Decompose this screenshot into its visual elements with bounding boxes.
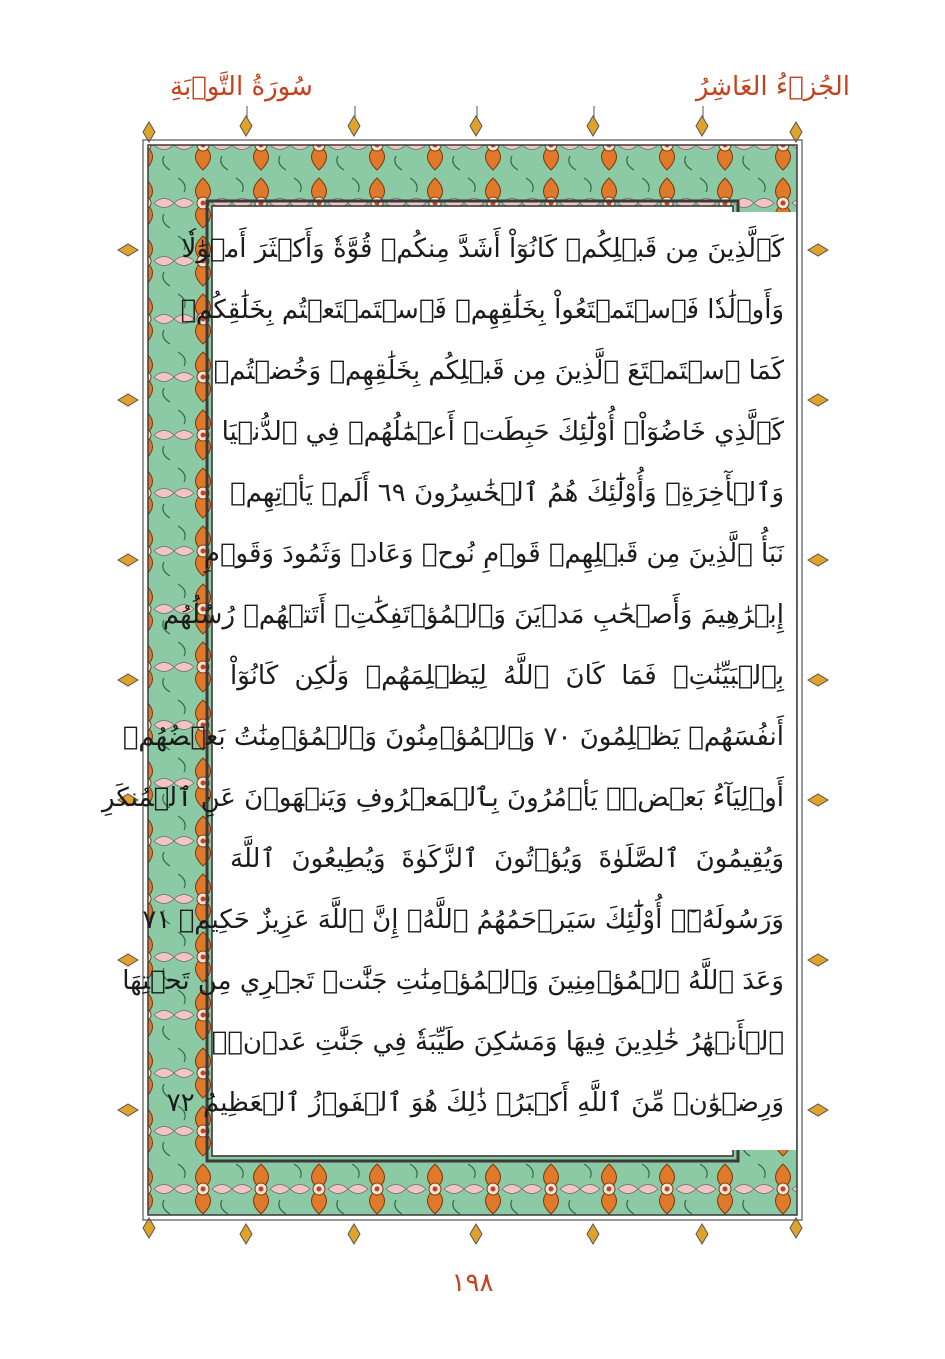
verse-line: وَأَوۡلَٰدٗا فَٱسۡتَمۡتَعُواْ بِخَلَٰقِهِمۡ فَٱسۡتَمۡتَعۡتُم بِخَلَٰقِكُمۡ [180, 295, 784, 325]
verse-line: وَرِضۡوَٰنٞ مِّنَ ٱللَّهِ أَكۡبَرُۚ ذَٰلِكَ هُوَ ٱلۡفَوۡزُ ٱلۡعَظِيمُ ٧٢ [166, 1088, 784, 1118]
verse-line: كَٱلَّذِينَ مِن قَبۡلِكُمۡ كَانُوٓاْ أَشَدَّ مِنكُمۡ قُوَّةٗ وَأَكۡثَرَ أَمۡوَٰلٗا [181, 234, 784, 264]
verse-line: وَرَسُولَهُۥٓۚ أُوْلَٰٓئِكَ سَيَرۡحَمُهُمُ ٱللَّهُۗ إِنَّ ٱللَّهَ عَزِيزٌ حَكِيمٞ ٧١ [142, 905, 784, 935]
verse-line: كَٱلَّذِي خَاضُوٓاْۚ أُوْلَٰٓئِكَ حَبِطَتۡ أَعۡمَٰلُهُمۡ فِي ٱلدُّنۡيَا [221, 417, 784, 447]
verse-line: ٱلۡأَنۡهَٰرُ خَٰلِدِينَ فِيهَا وَمَسَٰكِنَ طَيِّبَةٗ فِي جَنَّٰتِ عَدۡنٖۚ [211, 1027, 784, 1057]
verse-line: أَوۡلِيَآءُ بَعۡضٖۚ يَأۡمُرُونَ بِٱلۡمَعۡرُوفِ وَيَنۡهَوۡنَ عَنِ ٱلۡمُنكَرِ [101, 783, 784, 813]
juz-name-header: الجُزۡءُ العَاشِرُ [695, 72, 850, 102]
verse-line: كَمَا ٱسۡتَمۡتَعَ ٱلَّذِينَ مِن قَبۡلِكُم بِخَلَٰقِهِمۡ وَخُضۡتُمۡ [213, 356, 784, 386]
surah-name-header: سُورَةُ التَّوۡبَةِ [170, 72, 313, 102]
verse-line: أَنفُسَهُمۡ يَظۡلِمُونَ ٧٠ وَٱلۡمُؤۡمِنُونَ وَٱلۡمُؤۡمِنَٰتُ بَعۡضُهُمۡ [122, 722, 784, 752]
page-number: ١٩٨ [451, 1268, 494, 1298]
verse-line: وَٱلۡأٓخِرَةِۖ وَأُوْلَٰٓئِكَ هُمُ ٱلۡخَٰسِرُونَ ٦٩ أَلَمۡ يَأۡتِهِمۡ [230, 478, 784, 508]
verse-line: نَبَأُ ٱلَّذِينَ مِن قَبۡلِهِمۡ قَوۡمِ نُوحٖ وَعَادٖ وَثَمُودَ وَقَوۡمِ [203, 539, 784, 569]
verse-line: وَعَدَ ٱللَّهُ ٱلۡمُؤۡمِنِينَ وَٱلۡمُؤۡمِنَٰتِ جَنَّٰتٖ تَجۡرِي مِن تَحۡتِهَا [122, 966, 784, 996]
verse-line: إِبۡرَٰهِيمَ وَأَصۡحَٰبِ مَدۡيَنَ وَٱلۡمُؤۡتَفِكَٰتِۚ أَتَتۡهُمۡ رُسُلُهُم [162, 600, 784, 630]
verse-line: وَيُقِيمُونَ ٱلصَّلَوٰةَ وَيُؤۡتُونَ ٱلزَّكَوٰةَ وَيُطِيعُونَ ٱللَّهَ [230, 844, 784, 874]
verse-line: بِٱلۡبَيِّنَٰتِۖ فَمَا كَانَ ٱللَّهُ لِيَظۡلِمَهُمۡ وَلَٰكِن كَانُوٓاْ [230, 661, 784, 691]
verse-text-panel [101, 212, 796, 1150]
